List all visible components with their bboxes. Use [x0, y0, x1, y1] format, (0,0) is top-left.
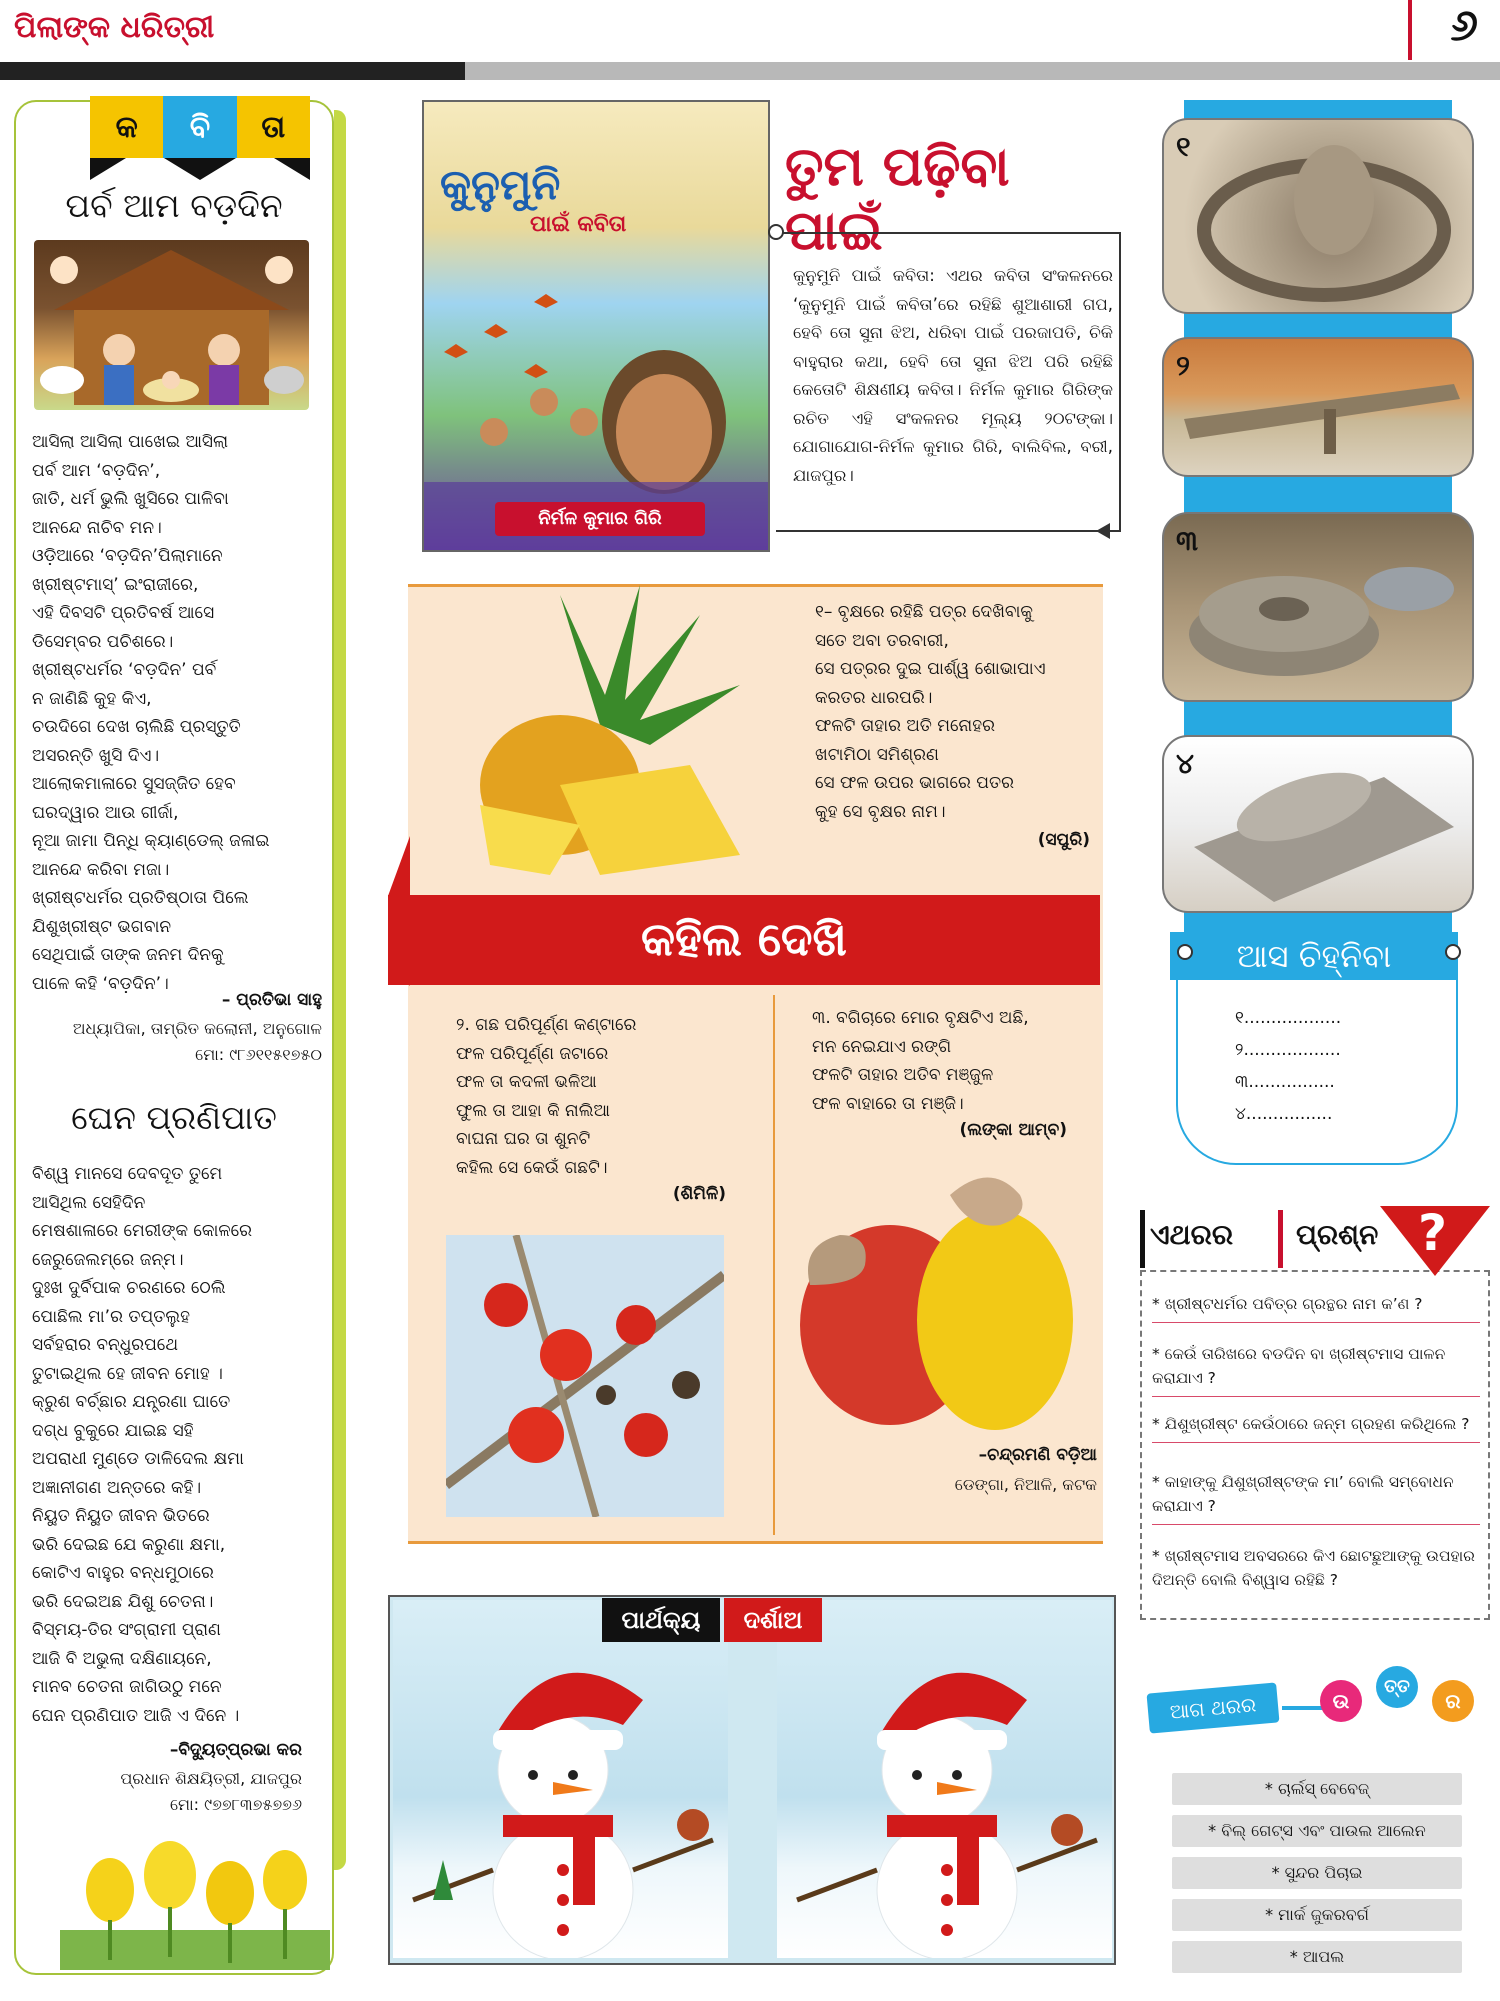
riddle3-answer: (ଲଙ୍କା ଆମ୍ବ) — [959, 1120, 1067, 1140]
snowman-right-icon — [777, 1600, 1112, 1958]
red-flowers-icon — [446, 1235, 724, 1517]
answers-circle-3: ର — [1432, 1680, 1474, 1722]
photo-1-number: ୧ — [1176, 130, 1191, 163]
answer-item-1: * ଚାର୍ଲସ୍ ବେବେଜ୍ — [1172, 1773, 1462, 1805]
answer-item-5: * ଆପଲ — [1172, 1941, 1462, 1973]
header-rule-grey — [465, 62, 1500, 80]
question-mark-icon: ? — [1418, 1204, 1448, 1262]
stone-slab-icon — [1164, 737, 1472, 911]
photo-3-number: ୩ — [1176, 524, 1199, 557]
riddle3-text: ୩. ବଗିଚାରେ ମୋର ବୃକ୍ଷଟିଏ ଅଛି, ମନ ନେଇଯାଏ ରଙ୍ଗି ଫଳଟି ତାହାର ଅତିବ ମଞ୍ଜୁଳ ଫଳ ବାହାରେ ତା ମଞ୍ଜି। — [812, 1008, 1029, 1114]
poem1-title: ପର୍ବ ଆମ ବଡ଼ଦିନ — [65, 186, 283, 225]
photo-3-hand-mill — [1162, 512, 1474, 702]
tumi-text: କୁନୁମୁନି ପାଇଁ କବିତା: ଏଥର କବିତା ସଂକଳନରେ ‘କୁନୁମୁନି ପାଇଁ କବିତା’ରେ ରହିଛି ଶୁଆଶାରୀ ଗପ, ହେବି ତୋ ସୁନା ଝିଅ, ଧରିବା ପାଇଁ ପରଜାପତି, ଚିକି ବାହୁରାର କଥା, ହେବି ତୋ ସୁନା ଝିଅ ପରି ରହିଛି କେତୋଟି ଶିକ୍ଷଣୀୟ କବିତା। ନିର୍ମଳ କୁମାର ଗିରିଙ୍କ ରଚିତ ଏହି ସଂକଳନର ମୂଲ୍ୟ ୨୦ଟଙ୍କା। ଯୋଗାଯୋଗ-ନିର୍ମଳ କୁମାର ଗିରି, ବାଲିବିଲ, ବରୀ, ଯାଜପୁର। — [793, 266, 1113, 485]
tulip-flowers-icon — [60, 1835, 330, 1970]
snowman-left-icon — [393, 1600, 728, 1958]
mortar-icon — [1164, 120, 1472, 312]
header-rule-dark — [0, 62, 465, 80]
riddle-banner: କହିଲ ଦେଖି — [388, 895, 1100, 985]
arrow-left-icon — [1096, 521, 1116, 541]
aas-line-2: ୨.................. — [1235, 1040, 1341, 1060]
poem2-phone: ମୋ: ୯୭୭୮୩୭୫୭୭୬ — [170, 1795, 302, 1814]
riddle2-text: ୨. ଗଛ ପରିପୂର୍ଣ୍ଣ କଣ୍ଟାରେ ଫଳ ପରିପୂର୍ଣ୍ଣ ଜଟାରେ ଫଳ ତା କଦଳୀ ଭଳିଆ ଫୁଲ ତା ଆହା କି ନାଲିଆ ବାଘନା ଘର ତା ଶୁନଟି କହିଲ ସେ କେଉଁ ଗଛଟି। — [456, 1015, 637, 1178]
poem2-text: ବିଶ୍ୱ ମାନସେ ଦେବଦୂତ ତୁମେ ଆସିଥିଲ ସେହିଦିନ ମେଷଶାଳାରେ ମେରୀଙ୍କ କୋଳରେ ଜେରୁଜେଲମ୍‌ରେ ଜନ୍ମ। ଦୁଃଖ ଦୁର୍ବିପାକ ଚରଣରେ ଠେଲି ପୋଛିଲ ମା’ର ତପ୍ତଲୁହ ସର୍ବହରାର ବନ୍ଧୁରପଥେ ତୁଟାଇଥିଲ ହେ ଜୀବନ ମୋହ । କ୍ରୁଶ ବର୍ଚ୍ଛାର ଯନ୍ତ୍ରଣା ଘାତେ ଦଗ୍ଧ ବୁକୁରେ ଯାଇଛ ସହି ଅପରାଧୀ ମୁଣ୍ଡେ ଡାଳିଦେଲ କ୍ଷମା ଅଜ୍ଞାନୀଗଣ ଅନ୍ତରେ କହି। ନିୟୁତ ନିୟୁତ ଜୀବନ ଭିତରେ ଭରି ଦେଇଛ ଯେ କରୁଣା କ୍ଷମା, କୋଟିଏ ବାହୁର ବନ୍ଧମୁଠାରେ ଭରି ଦେଇଅଛ ଯିଶୁ ଚେତନା। ବିସ୍ମୟ-ତିର ସଂଗ୍ରାମୀ ପ୍ରାଣ ଆଜି ବି ଅଭୁଲା ଦକ୍ଷିଣାୟନେ, ମାନବ ଚେତନା ଜାଗିଉଠୁ ମନେ ଘେନ ପ୍ରଣିପାତ ଆଜି ଏ ଦିନେ । — [32, 1164, 253, 1726]
answers-circle-1: ଉ — [1320, 1680, 1362, 1722]
riddle-divider — [773, 995, 775, 1535]
photo-4-number: ୪ — [1176, 747, 1194, 780]
riddle-credit-name: –ଚନ୍ଦ୍ରମଣି ବଡ଼ିଆ — [978, 1445, 1097, 1465]
kavita-letter-1: କ — [90, 96, 163, 158]
difference-right-panel — [777, 1600, 1112, 1958]
question-item-2: * କେଉଁ ତାରିଖରେ ବଡଦିନ ବା ଖ୍ରୀଷ୍ଟମାସ ପାଳନ କରାଯାଏ ? — [1152, 1342, 1480, 1397]
kavita-letter-2: ବି — [163, 96, 236, 158]
question-item-4: * କାହାଙ୍କୁ ଯିଶୁଖ୍ରୀଷ୍ଟଙ୍କ ମା’ ବୋଲି ସମ୍ବୋଧନ କରାଯାଏ ? — [1152, 1470, 1480, 1525]
kavita-banner — [90, 96, 310, 158]
cashew-fruit-icon — [790, 1155, 1090, 1440]
photo-1-grinding-stone — [1162, 118, 1474, 314]
silk-cotton-flower-image — [446, 1235, 724, 1517]
kavita-letter-3: ତା — [237, 96, 310, 158]
millstone-icon — [1164, 514, 1472, 700]
wooden-beam-icon — [1164, 339, 1472, 475]
circle-left-icon — [1175, 942, 1195, 962]
question-item-1: * ଖ୍ରୀଷ୍ଟଧର୍ମର ପବିତ୍ର ଗ୍ରନ୍ଥର ନାମ କ’ଣ ? — [1152, 1292, 1480, 1323]
answer-item-4: * ମାର୍କ ଜୁକରବର୍ଗ — [1172, 1899, 1462, 1931]
poem2-author: –ବିଦ୍ୟୁତ୍‌ପ୍ରଭା କର — [169, 1740, 302, 1760]
aas-line-3: ୩................ — [1235, 1072, 1335, 1092]
kavita-banner-triangles — [90, 158, 310, 182]
riddle2-answer: (ଶିମିଳି) — [672, 1184, 726, 1204]
bullet-circle-icon — [766, 222, 786, 242]
tumi-title: ତୁମ ପଢ଼ିବା ପାଇଁ — [785, 135, 1010, 262]
book-subtitle: ପାଇଁ କବିତା — [530, 212, 627, 237]
poem1-text: ଆସିଲା ଆସିଲା ପାଖେଇ ଆସିଲା ପର୍ବ ଆମ ‘ବଡ଼ଦିନ’, ଜାତି, ଧର୍ମ ଭୁଲି ଖୁସିରେ ପାଳିବା ଆନନ୍ଦେ ନାଚିବ ମନ। ଓଡ଼ିଆରେ ‘ବଡ଼ଦିନ’ପିଲାମାନେ ଖ୍ରୀଷ୍ଟମାସ୍’ ଇଂରାଜୀରେ, ଏହି ଦିବସଟି ପ୍ରତିବର୍ଷ ଆସେ ଡିସେମ୍ବର ପଚିଶରେ। ଖ୍ରୀଷ୍ଟଧର୍ମର ‘ବଡ଼ଦିନ’ ପର୍ବ ନ ଜାଣିଛି କୁହ କିଏ, ଚଉଦିଗେ ଦେଖ ଚାଲିଛି ପ୍ରସ୍ତୁତି ଅସରନ୍ତି ଖୁସି ଦିଏ। ଆଲୋକମାଳାରେ ସୁସଜ୍ଜିତ ହେବ ଘରଦ୍ୱାର ଆଉ ଗୀର୍ଜା, ନୂଆ ଜାମା ପିନ୍ଧି କ୍ୟାଣ୍ଡେଲ୍ ଜଳାଇ ଆନନ୍ଦେ କରିବା ମଜା। ଖ୍ରୀଷ୍ଟଧର୍ମର ପ୍ରତିଷ୍ଠାତା ପିଲେ ଯିଶୁଖ୍ରୀଷ୍ଟ ଭଗବାନ ସେଥିପାଇଁ ତାଙ୍କ ଜନମ ଦିନକୁ ପାଳେ କହି ‘ବଡ଼ଦିନ’। — [32, 432, 270, 994]
answer-item-2: * ବିଲ୍ ଗେଟ୍ସ ଏବଂ ପାଉଲ ଆଲେନ — [1172, 1815, 1462, 1847]
nativity-icon — [34, 240, 309, 410]
question-head-divider — [1278, 1210, 1283, 1268]
poem2-address: ପ୍ରଧାନ ଶିକ୍ଷୟିତ୍ରୀ, ଯାଜପୁର — [120, 1769, 302, 1788]
photo-2-number: ୨ — [1176, 349, 1190, 382]
book-title: କୁନୁମୁନି — [440, 160, 561, 209]
question-head-bar — [1140, 1210, 1145, 1268]
photo-2-dhenki — [1162, 337, 1474, 477]
question-item-5: * ଖ୍ରୀଷ୍ଟମାସ ଅବସରରେ କିଏ ଛୋଟଛୁଆଙ୍କୁ ଉପହାର ଦିଅନ୍ତି ବୋଲି ବିଶ୍ୱାସ ରହିଛି ? — [1152, 1547, 1475, 1589]
answers-circle-2: ତ୍ତ — [1376, 1666, 1418, 1708]
difference-label-right: ଦର୍ଶାଅ — [724, 1598, 822, 1642]
poem2-title: ଘେନ ପ୍ରଣିପାତ — [71, 1098, 277, 1137]
question-item-3: * ଯିଶୁଖ୍ରୀଷ୍ଟ କେଉଁଠାରେ ଜନ୍ମ ଗ୍ରହଣ କରିଥିଲେ ? — [1152, 1412, 1480, 1443]
aas-line-1: ୧.................. — [1235, 1008, 1342, 1028]
riddle1-text: ୧– ବୃକ୍ଷରେ ରହିଛି ପତ୍ର ଦେଖିବାକୁ ସତେ ଅବା ତରବାରୀ, ସେ ପତ୍ରର ଦୁଇ ପାର୍ଶ୍ୱ ଶୋଭାପାଏ କରତର ଧାରପରି। ଫଳଟି ତାହାର ଅତି ମନୋହର ଖଟାମିଠା ସମିଶ୍ରଣ ସେ ଫଳ ଉପର ଭାଗରେ ପତର କୁହ ସେ ବୃକ୍ଷର ନାମ। — [815, 602, 1046, 822]
page-number: ୬ — [1408, 0, 1488, 60]
difference-left-panel — [393, 1600, 728, 1958]
nativity-illustration — [34, 240, 309, 410]
riddle-credit-address: ଡେଙ୍ଗା, ନିଆଳି, କଟକ — [954, 1475, 1097, 1494]
question-head-left: ଏଥରର — [1150, 1218, 1234, 1251]
riddle1-answer: (ସପୁରି) — [1037, 830, 1090, 850]
masthead-logo: ପିଲାଙ୍କ ଧରିତ୍ରୀ — [14, 10, 215, 45]
poem1-author: – ପ୍ରତିଭା ସାହୁ — [221, 990, 322, 1010]
circle-right-icon — [1443, 942, 1463, 962]
question-head-right: ପ୍ରଶ୍ନ — [1296, 1218, 1379, 1251]
poem1-phone: ମୋ: ୯୮୬୧୧୫୧୭୫୦ — [195, 1045, 322, 1064]
answers-head: ଆଗ ଥରର — [1147, 1682, 1280, 1733]
poem1-address: ଅଧ୍ୟାପିକା, ତାମ୍ରିତ କଲୋନୀ, ଅନୁଗୋଳ — [72, 1019, 322, 1038]
pineapple-icon — [440, 585, 770, 885]
aas-line-4: ୪................ — [1235, 1104, 1333, 1124]
column-accent-stripe — [334, 110, 346, 1870]
difference-label-left: ପାର୍ଥକ୍ୟ — [602, 1598, 720, 1642]
answer-item-3: * ସୁନ୍ଦର ପିଚାଇ — [1172, 1857, 1462, 1889]
book-author-label: ନିର୍ମଳ କୁମାର ଗିରି — [495, 502, 705, 536]
aas-title: ଆସ ଚିହ୍ନିବା — [1170, 932, 1458, 980]
photo-4-grinding-slab — [1162, 735, 1474, 913]
